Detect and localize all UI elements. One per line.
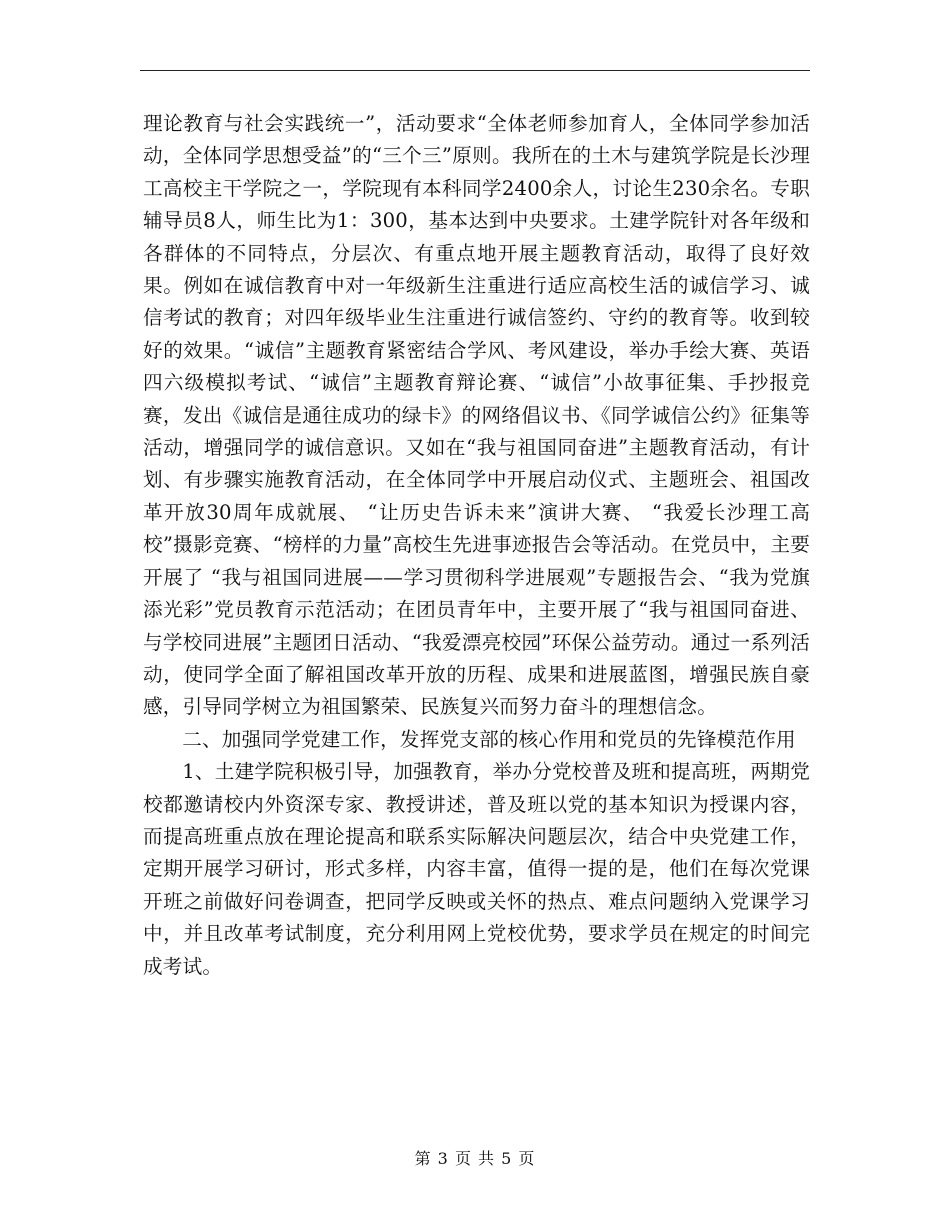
document-body (143, 108, 810, 983)
page-number-footer: 第 3 页 共 5 页 (414, 1149, 536, 1168)
paragraph-item-1: 1、土建学院积极引导，加强教育，举办分党校普及班和提高班，两期党校都邀请校内外资深专家、教授讲述，普及班以党的基本知识为授课内容，而提高班重点放在理论提高和联系实际解决问题层次，结合中央党建工作，定期开展学习研讨，形式多样，内容丰富，值得一提的是，他们在每次党课开班之前做好问卷调查，把同学反映或关怀的热点、难点问题纳入党课学习中，并且改革考试制度，充分利用网上党校优势，要求学员在规定的时间完成考试。 (143, 760, 810, 978)
header-rule (140, 70, 810, 71)
section-heading-party-building: 二、加强同学党建工作，发挥党支部的核心作用和党员的先锋模范作用 (182, 727, 796, 751)
paragraph-continuation: 理论教育与社会实践统一”，活动要求“全体老师参加育人，全体同学参加活动，全体同学思想受益”的“三个三”原则。我所在的土木与建筑学院是长沙理工高校主干学院之一，学院现有本科同学2400余人，讨论生230余名。专职辅导员8人，师生比为1：300，基本达到中央要求。土建学院针对各年级和各群体的不同特点，分层次、有重点地开展主题教育活动，取得了良好效果。例如在诚信教育中对一年级新生注重进行适应高校生活的诚信学习、诚信考试的教育；对四年级毕业生注重进行诚信签约、守约的教育等。收到较好的效果。“诚信”主题教育紧密结合学风、考风建设，举办手绘大赛、英语四六级模拟考试、“诚信”主题教育辩论赛、“诚信”小故事征集、手抄报竞赛，发出《诚信是通往成功的绿卡》的网络倡议书、《同学诚信公约》征集等活动，增强同学的诚信意识。又如在“我与祖国同奋进”主题教育活动，有计划、有步骤实施教育活动，在全体同学中开展启动仪式、主题班会、祖国改革开放30周年成就展、 “让历史告诉未来”演讲大赛、 “我爱长沙理工高校”摄影竞赛、“榜样的力量”高校生先进事迹报告会等活动。在党员中，主要开展了 “我与祖国同进展——学习贯彻科学进展观”专题报告会、“我为党旗添光彩”党员教育示范活动；在团员青年中，主要开展了“我与祖国同奋进、与学校同进展”主题团日活动、“我爱漂亮校园”环保公益劳动。通过一系列活动，使同学全面了解祖国改革开放的历程、成果和进展蓝图，增强民族自豪感，引导同学树立为祖国繁荣、民族复兴而努力奋斗的理想信念。 (143, 112, 810, 719)
